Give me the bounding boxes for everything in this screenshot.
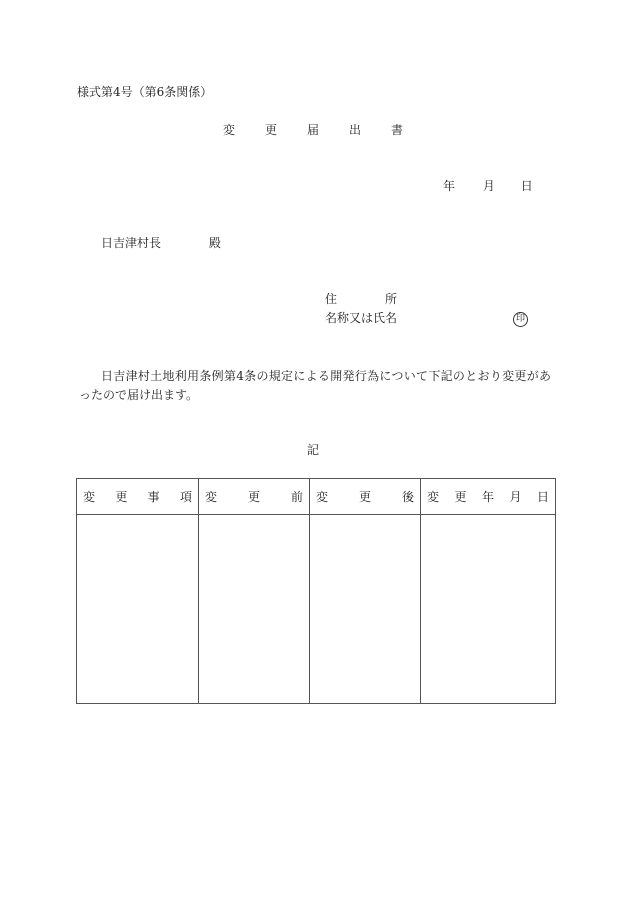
header-change-item <box>77 479 199 515</box>
header-change-date <box>421 479 556 515</box>
date-day-label: 日 <box>520 179 533 193</box>
addressee-name: 日吉津村長 <box>101 236 162 250</box>
body-text: 日吉津村土地利用条例第4条の規定による開発行為について下記のとおり変更があったので届け出ます。 <box>79 369 551 402</box>
date-year-label: 年 <box>443 179 456 193</box>
header-text: 変 更 年 月 日 <box>427 490 549 504</box>
date-month-label: 月 <box>482 179 495 193</box>
date-line <box>443 179 533 193</box>
address-label-text: 住 所 <box>325 292 397 306</box>
addressee-honorific: 殿 <box>208 236 221 250</box>
header-after <box>310 479 421 515</box>
header-text: 変 更 事 項 <box>83 490 192 504</box>
cell-change-item[interactable] <box>77 515 199 704</box>
cell-after[interactable] <box>310 515 421 704</box>
table-header-row <box>77 479 556 515</box>
document-title-text: 変 更 届 出 書 <box>223 123 403 137</box>
table-row <box>77 515 556 704</box>
header-before <box>199 479 310 515</box>
header-text: 変 更 後 <box>316 490 414 504</box>
document-title <box>223 123 403 137</box>
header-text: 変 更 前 <box>205 490 303 504</box>
form-number: 様式第4号（第6条関係） <box>77 85 213 99</box>
address-label <box>325 292 397 306</box>
seal-mark <box>513 310 528 327</box>
addressee <box>101 236 221 250</box>
name-label: 名称又は氏名 <box>325 311 398 325</box>
record-heading: 記 <box>307 443 320 457</box>
change-table <box>76 478 556 704</box>
seal-icon: 印 <box>513 312 528 327</box>
cell-change-date[interactable] <box>421 515 556 704</box>
cell-before[interactable] <box>199 515 310 704</box>
